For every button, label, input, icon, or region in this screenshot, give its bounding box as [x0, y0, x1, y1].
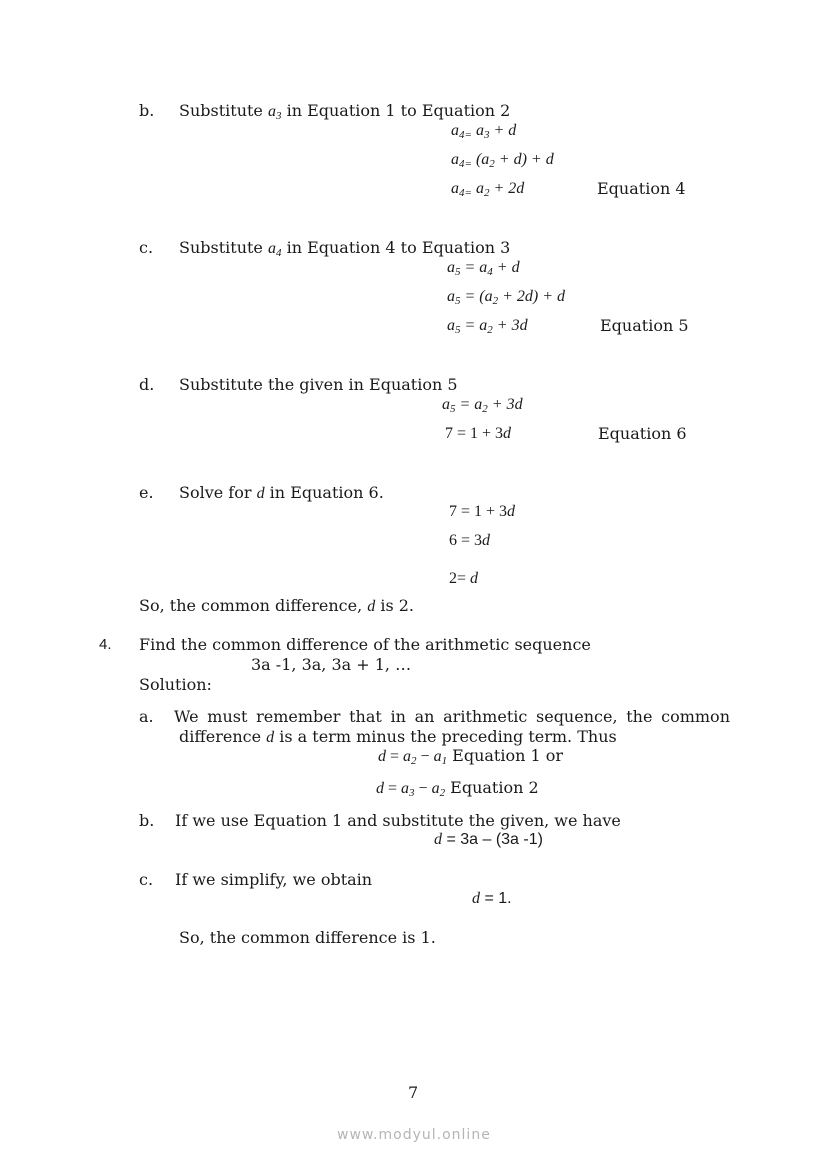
step-b-label: b. [139, 101, 155, 120]
step-e-text: Solve for d in Equation 6. [179, 483, 384, 502]
problem-4-number: 4. [99, 636, 112, 653]
p4-step-c-eq: d = 1. [472, 890, 512, 907]
step-c-label: c. [139, 238, 154, 257]
solution-label: Solution: [139, 675, 212, 694]
eq-d-2: 7 = 1 + 3d [445, 425, 512, 442]
p4-step-b-label: b. [139, 811, 155, 830]
eq-d-1: $a_5 = a_2 + 3d$ [442, 396, 523, 415]
problem-4-sequence: 3a -1, 3a, 3a + 1, … [251, 655, 412, 674]
watermark: www.modyul.online [337, 1127, 491, 1143]
eq-e-1: 7 = 1 + 3d [449, 503, 516, 520]
p4-step-a-label: a. [139, 707, 154, 726]
conclusion-4: So, the common difference is 1. [179, 928, 436, 947]
eq-e-3: 2= d [449, 570, 479, 587]
step-e-label: e. [139, 483, 154, 502]
eq-b-3: $a_{4=}$ $a_2 + 2d$ [451, 180, 525, 199]
page-number: 7 [408, 1083, 419, 1102]
eq-c-1: $a_5 = a_4 + d$ [447, 259, 520, 278]
step-d-label: d. [139, 375, 155, 394]
p4-step-c-text: If we simplify, we obtain [175, 870, 373, 889]
equation-5-tag: Equation 5 [600, 316, 689, 335]
step-c-text [179, 238, 510, 259]
step-d-text: Substitute the given in Equation 5 [179, 375, 458, 394]
p4-step-b-text: If we use Equation 1 and substitute the given, we have [175, 811, 621, 830]
p4-eq-1: $d = a_2 - a_1$ Equation 1 or [378, 746, 564, 767]
p4-eq-2-tag: Equation 2 [450, 778, 539, 797]
eq-c-3: $a_5 = a_2 + 3d$ [447, 317, 528, 336]
step-b-text [179, 101, 510, 122]
eq-b-2: $a_{4=}$ $(a_2 + d) + d$ [451, 151, 554, 170]
eq-c-2: $a_5 = (a_2 + 2d) + d$ [447, 288, 566, 307]
p4-step-a-line1: We must remember that in an arithmetic sequence, the common [174, 707, 730, 726]
problem-4-question: Find the common difference of the arithmetic sequence [139, 635, 591, 654]
step-c-sentence: Substitute $a_4$ in Equation 4 to Equation 3 [179, 238, 511, 259]
p4-eq-2: $d = a_3 - a_2$ Equation 2 [376, 778, 539, 799]
p4-step-b-eq: d = 3a – (3a -1) [434, 831, 543, 848]
equation-4-tag: Equation 4 [597, 179, 686, 198]
step-b-sentence: Substitute $a_3$ in Equation 1 to Equation 2 [179, 101, 511, 122]
conclusion-3: So, the common difference, d is 2. [139, 596, 414, 615]
equation-6-tag: Equation 6 [598, 424, 687, 443]
p4-eq-1-tag: Equation 1 or [452, 746, 564, 765]
p4-step-a-line2: difference d is a term minus the preceding term. Thus [179, 727, 617, 746]
eq-e-2: 6 = 3d [449, 532, 491, 549]
p4-step-c-label: c. [139, 870, 154, 889]
eq-b-1: $a_{4=}$ $a_3 + d$ [451, 122, 517, 141]
